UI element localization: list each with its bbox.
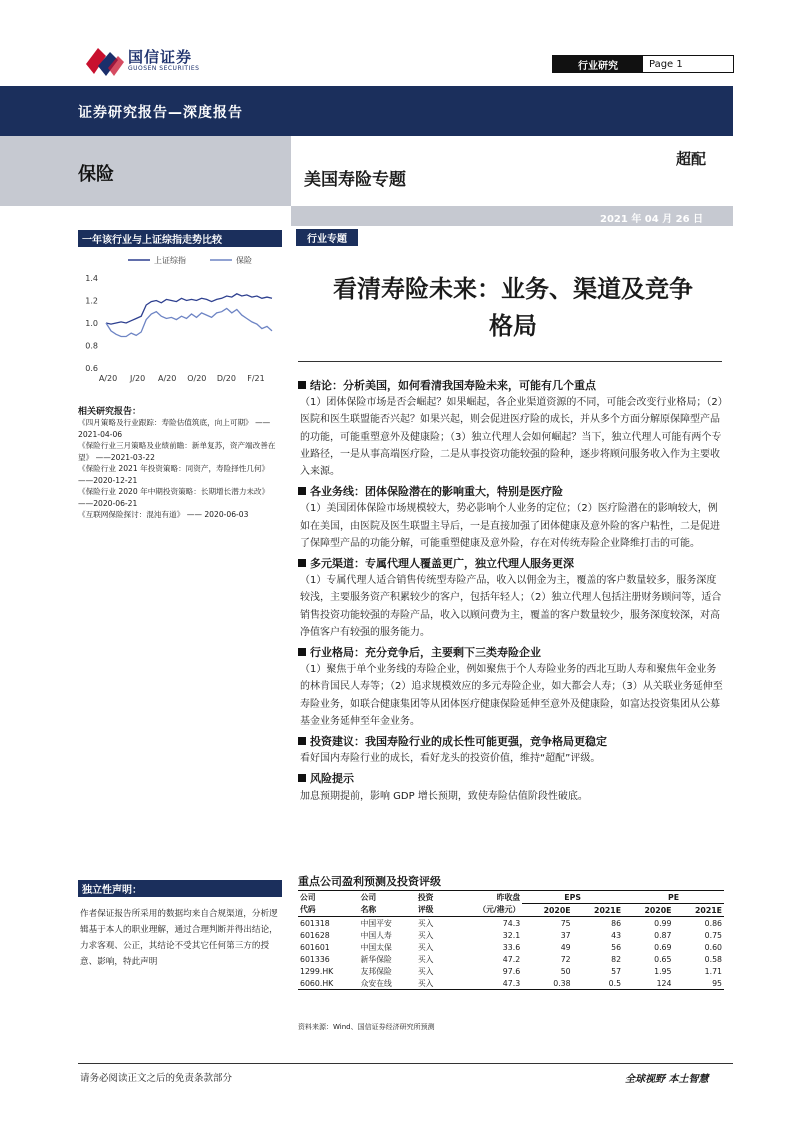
cell-eps21: 43 — [611, 930, 622, 940]
cell-pe21: 0.86 — [704, 918, 722, 928]
cell-code: 601628 — [300, 930, 330, 940]
cell-close: 32.1 — [502, 930, 521, 940]
cell-close: 47.3 — [502, 978, 521, 988]
cell-eps20: 50 — [560, 966, 571, 976]
footer-disclaimer: 请务必阅读正文之后的免责条款部分 — [80, 1073, 233, 1084]
logo-chinese-name: 国信证券 — [128, 48, 193, 66]
related-report-item[interactable]: 《保险行业 2020 年中期投资策略：长期增长潜力未改》 ——2020-06-21 — [78, 487, 270, 508]
related-report-item[interactable]: 《保险行业三月策略及业绩前瞻：新单复苏，资产端改善在望》 ——2021-03-22 — [78, 441, 276, 462]
cell-pe20: 0.87 — [654, 930, 672, 940]
cell-close: 47.2 — [502, 954, 521, 964]
related-report-item[interactable]: 《四月策略及行业跟踪：寿险估值筑底，向上可期》 ——2021-04-06 — [78, 418, 271, 439]
section-heading: 各业务线：团体保险潜在的影响重大，特别是医疗险 — [298, 483, 724, 500]
col-header: （元/港元） — [478, 905, 521, 915]
table-row — [298, 917, 724, 930]
bullet-square-icon — [298, 487, 306, 495]
cell-name: 众安在线 — [360, 978, 392, 988]
x-tick-label: J/20 — [129, 374, 146, 383]
x-tick-label: F/21 — [247, 374, 265, 383]
title-line-2: 格局 — [489, 311, 537, 340]
related-reports-heading: 相关研究报告： — [78, 407, 142, 417]
related-report-item[interactable]: 《互联网保险探讨：混沌有道》 —— 2020-06-03 — [78, 510, 249, 519]
section-text: （1）团体保险市场是否会崛起？如果崛起，各企业渠道资源的不同，可能会改变行业格局；（2）医院和医生联盟能否兴起？如果兴起，则会促进医疗险的成长，并从多个方面分解原保障型产品的功能，可能重塑意外及健康险；（3）独立代理人会如何崛起？当下，独立代理人可能有两个专业路径，一是从事高端医疗险，二是从事投资功能较强的险种，逐步将顾问服务收入作为主要收入来源。 — [300, 397, 723, 478]
cell-close: 97.6 — [502, 966, 521, 976]
col-header: 公司 — [360, 892, 377, 902]
cell-code: 1299.HK — [300, 966, 334, 976]
table-source: 资料来源：Wind、国信证券经济研究所预测 — [298, 1023, 435, 1031]
x-tick-label: A/20 — [98, 374, 118, 383]
legend-label: 保险 — [236, 256, 252, 265]
cell-pe20: 0.65 — [654, 954, 672, 964]
col-header-eps: EPS — [522, 891, 623, 904]
section-heading: 风险提示 — [298, 770, 724, 787]
logo-english-name: GUOSEN SECURITIES — [128, 65, 200, 72]
col-header: 名称 — [360, 905, 377, 915]
section-heading: 结论：分析美国，如何看清我国寿险未来，可能有几个重点 — [298, 377, 724, 394]
table-row — [298, 941, 724, 953]
cell-eps20: 75 — [560, 918, 571, 928]
cell-eps21: 82 — [611, 954, 622, 964]
report-title — [293, 270, 733, 344]
section-text: 加息预期提前，影响 GDP 增长预期，致使寿险估值阶段性破底。 — [300, 790, 588, 802]
independence-statement: 作者保证报告所采用的数据均来自合规渠道，分析逻辑基于本人的职业理解，通过合理判断并得出结论，力求客观、公正，其结论不受其它任何第三方的授意、影响，特此声明 — [80, 909, 278, 967]
section-heading: 投资建议：我国寿险行业的成长性可能更强，竞争格局更稳定 — [298, 733, 724, 750]
title-line-1: 看清寿险未来：业务、渠道及竞争 — [333, 274, 693, 303]
report-type-tag — [552, 55, 734, 73]
section-text: （1）专属代理人适合销售传统型寿险产品，收入以佣金为主，覆盖的客户数量较多，服务深度较浅，主要服务资产积累较少的客户，包括年轻人；（2）独立代理人包括注册财务顾问等，适合销售投资功能较强的寿险产品，收入以顾问费为主，覆盖的客户数量较少，服务深度较深，对高净值客户有较强的服务能力。 — [300, 575, 722, 638]
cell-eps20: 72 — [560, 954, 571, 964]
table-row — [298, 965, 724, 977]
x-tick-label: D/20 — [216, 374, 236, 383]
cell-eps20: 49 — [560, 942, 571, 952]
cell-name: 中国人寿 — [360, 930, 392, 940]
bullet-square-icon — [298, 774, 306, 782]
rating-label: 超配 — [676, 150, 707, 168]
tag-page-number: Page 1 — [649, 58, 683, 70]
table-header-row — [298, 891, 724, 904]
col-header: 投资 — [417, 892, 434, 902]
y-tick-label: 0.6 — [85, 364, 98, 373]
cell-pe21: 95 — [712, 978, 722, 988]
cell-name: 中国太保 — [360, 942, 392, 952]
cell-rating: 买入 — [417, 978, 434, 988]
table-header-row — [298, 904, 724, 917]
cell-pe21: 0.58 — [704, 954, 722, 964]
sector-panel — [0, 136, 291, 206]
legend-label: 上证综指 — [154, 256, 186, 265]
report-date: 2021 年 04 月 26 日 — [600, 214, 704, 225]
cell-rating: 买入 — [417, 930, 434, 940]
cell-code: 601601 — [300, 942, 330, 952]
bullet-square-icon — [298, 559, 306, 567]
table-row — [298, 977, 724, 990]
cell-close: 74.3 — [502, 918, 521, 928]
forecast-table-title: 重点公司盈利预测及投资评级 — [298, 875, 441, 888]
cell-pe20: 0.69 — [654, 942, 672, 952]
y-tick-label: 1.0 — [85, 319, 98, 328]
cell-name: 中国平安 — [360, 918, 392, 928]
y-tick-label: 0.8 — [85, 341, 98, 351]
chart-heading: 一年该行业与上证综指走势比较 — [78, 230, 282, 247]
col-header: 2020E — [644, 905, 672, 915]
cell-pe21: 1.71 — [704, 966, 722, 976]
report-subtitle: 美国寿险专题 — [304, 170, 406, 190]
col-header: 公司 — [300, 892, 316, 902]
cell-eps21: 0.5 — [608, 978, 622, 988]
summary-body — [298, 374, 724, 805]
cell-pe21: 0.75 — [704, 930, 722, 940]
banner-title: 证券研究报告—深度报告 — [78, 105, 243, 121]
trend-chart — [76, 252, 286, 392]
y-tick-label: 1.4 — [85, 274, 98, 283]
footer-rule — [78, 1063, 733, 1064]
cell-name: 新华保险 — [360, 954, 392, 964]
cell-eps21: 56 — [611, 942, 622, 952]
forecast-table — [298, 890, 724, 990]
col-header: 代码 — [300, 905, 316, 915]
tag-industry-research: 行业研究 — [553, 56, 643, 72]
cell-pe20: 124 — [656, 978, 672, 988]
footer-slogan: 全球视野 本土智慧 — [625, 1074, 709, 1085]
cell-code: 601318 — [300, 918, 330, 928]
related-report-item[interactable]: 《保险行业 2021 年投资策略：同资产，寿险择性几何》 ——2020-12-21 — [78, 464, 270, 485]
cell-pe20: 1.95 — [654, 966, 672, 976]
y-tick-label: 1.2 — [85, 296, 98, 306]
section-heading: 多元渠道：专属代理人覆盖更广，独立代理人服务更深 — [298, 555, 724, 572]
cell-rating: 买入 — [417, 942, 434, 952]
series-line-上证综指 — [106, 294, 272, 324]
independence-heading: 独立性声明： — [78, 880, 282, 897]
cell-pe20: 0.99 — [654, 918, 672, 928]
section-text: 看好国内寿险行业的成长，看好龙头的投资价值，维持“超配”评级。 — [300, 753, 601, 765]
col-header: 昨收盘 — [496, 892, 521, 902]
cell-pe21: 0.60 — [704, 942, 722, 952]
col-header: 2020E — [543, 905, 571, 915]
col-header-pe: PE — [623, 891, 724, 904]
cell-name: 友邦保险 — [360, 966, 392, 976]
col-header: 评级 — [417, 905, 434, 915]
bullet-square-icon — [298, 381, 306, 389]
sector-name: 保险 — [78, 164, 114, 185]
bullet-square-icon — [298, 737, 306, 745]
cell-code: 6060.HK — [300, 978, 334, 988]
table-row — [298, 953, 724, 965]
table-row — [298, 929, 724, 941]
cell-eps21: 57 — [611, 966, 622, 976]
cell-close: 33.6 — [502, 942, 521, 952]
section-text: （1）聚焦于单个业务线的寿险企业，例如聚焦于个人寿险业务的西北互助人寿和聚焦年金业务的林肯国民人寿等；（2）追求规模效应的多元寿险企业，如大都会人寿；（3）从关联业务延伸至寿险业务，如联合健康集团等从团体医疗健康保险延伸至意外及健康险，如富达投资集团从公募基金业务延伸至年金业务。 — [300, 664, 723, 727]
cell-eps20: 0.38 — [553, 978, 571, 988]
section-text: （1）美国团体保险市场规模较大，势必影响个人业务的定位；（2）医疗险潜在的影响较大，例如在美国，由医院及医生联盟主导后，一是直接加强了团体健康及意外险的客户粘性，二是促进了保障型产品的功能分解，可能重塑健康及意外险，存在对传统寿险企业降维打击的可能。 — [300, 503, 720, 549]
cell-rating: 买入 — [417, 954, 434, 964]
section-heading: 行业格局：充分竞争后，主要剩下三类寿险企业 — [298, 644, 724, 661]
col-header: 2021E — [694, 905, 722, 915]
related-reports-list — [78, 417, 282, 521]
bullet-square-icon — [298, 648, 306, 656]
topic-tag: 行业专题 — [296, 229, 358, 246]
x-tick-label: O/20 — [187, 374, 207, 383]
cell-code: 601336 — [300, 954, 330, 964]
col-header: 2021E — [594, 905, 622, 915]
cell-eps20: 37 — [560, 930, 571, 940]
cell-rating: 买入 — [417, 918, 434, 928]
series-line-保险 — [106, 308, 272, 336]
cell-eps21: 86 — [611, 918, 622, 928]
cell-rating: 买入 — [417, 966, 434, 976]
title-rule — [298, 361, 722, 362]
x-tick-label: A/20 — [158, 374, 177, 383]
